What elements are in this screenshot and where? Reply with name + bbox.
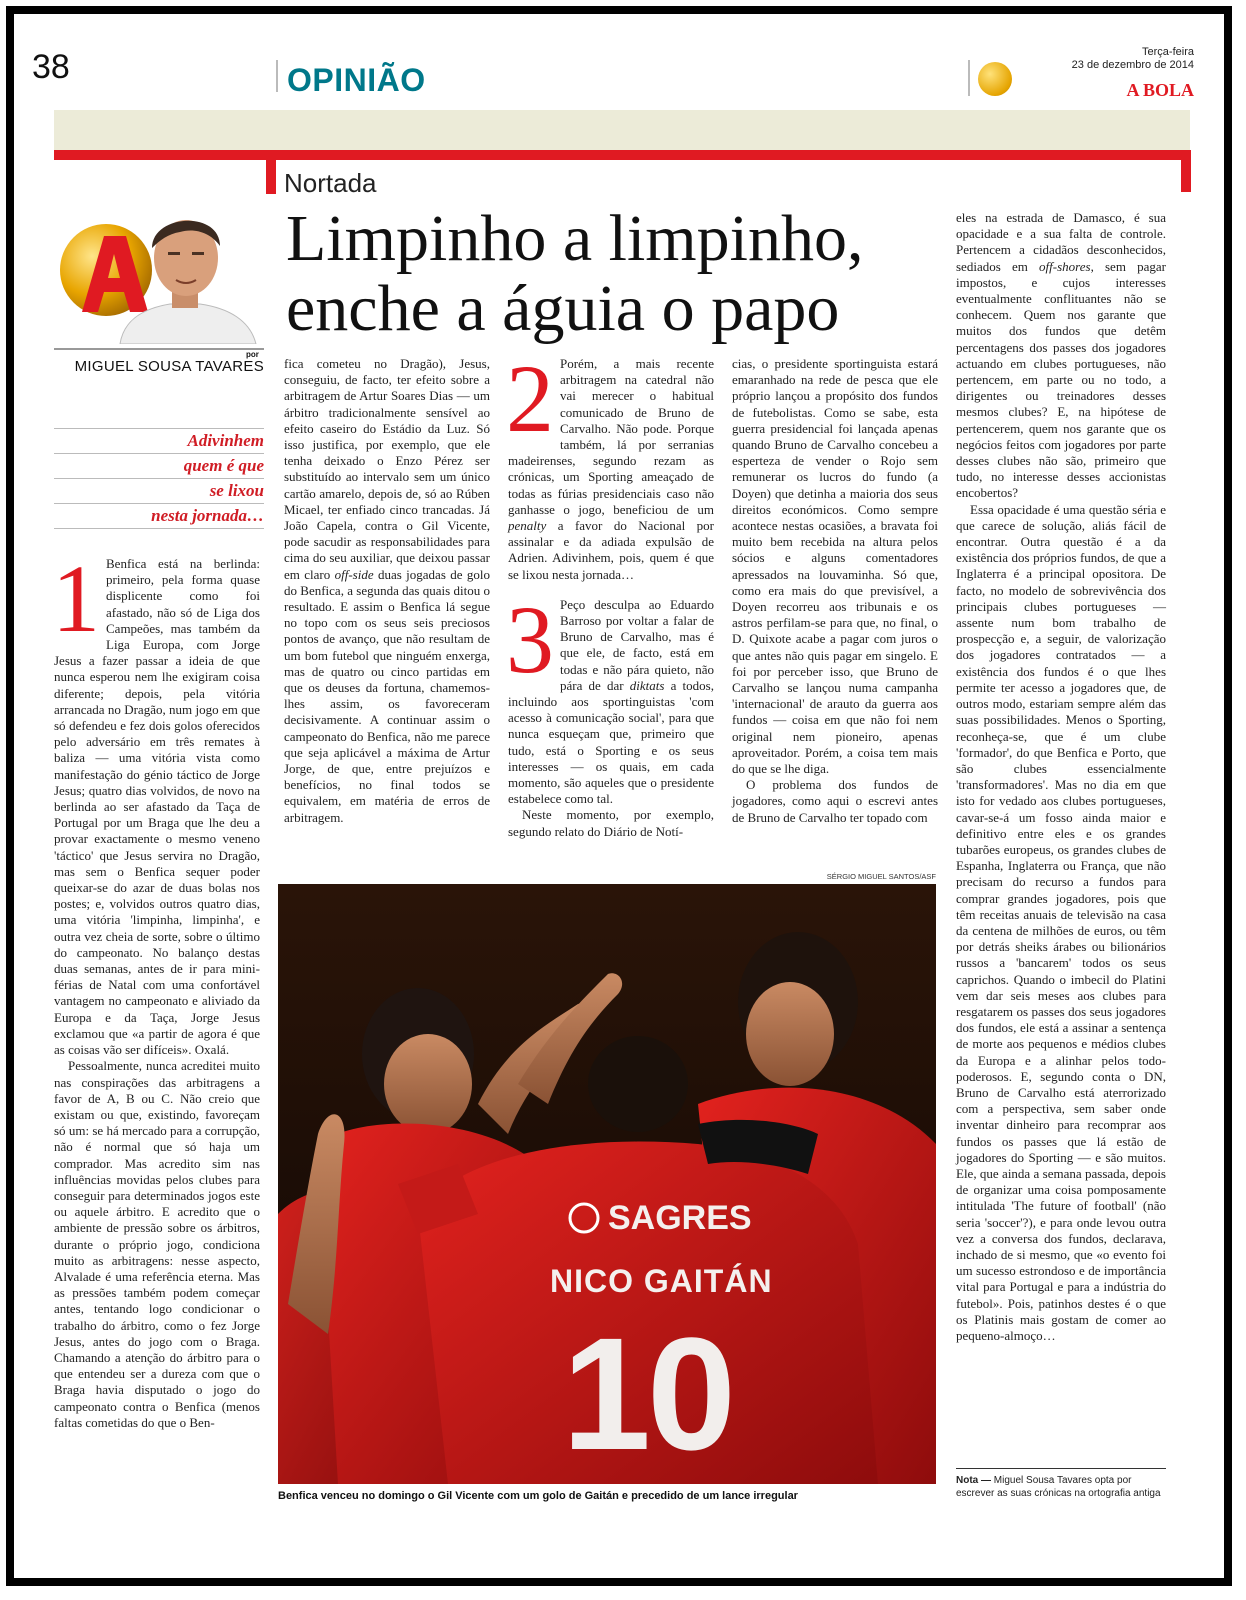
match-photo-svg — [278, 884, 936, 1484]
ball-logo-icon — [978, 62, 1012, 96]
author-portrait — [60, 208, 260, 344]
pull-quote-line: se lixou — [54, 478, 264, 503]
body-paragraph: Pessoalmente, nunca acreditei muito nas conspirações das arbitragens a favor de A, B ou C. Não creio que existam ou que, existindo, favoreçam só um: se há mercado para a corrupção, não é normal que só haja um comprador. Mas acredito sim nas influências movidas pelos clubes para conseguir para determinados jogos este ou aquele árbitro. E acredito que o ambiente de pressão sobre os árbitros, durante o próprio jogo, condiciona muito as arbitragens: nesse aspecto, Alvalade é uma referência eterna. Mas as pressões também podem começar antes, tentando logo condicionar o trabalho do árbitro, como o fez Jorge Jesus, antes do jogo com o Braga. Chamando a atenção do árbitro para o que entendeu ser a dureza com que o Braga havia disputado o jogo do campeonato contra o Benfica (menos faltas cometidas do que o Ben- — [54, 1058, 260, 1430]
issue-date: 23 de dezembro de 2014 — [1071, 59, 1194, 71]
column-kicker: Nortada — [284, 168, 377, 198]
jersey-sponsor: SAGRES — [608, 1199, 752, 1237]
header-divider-right — [968, 60, 970, 96]
header-divider — [276, 60, 278, 92]
weekday: Terça-feira — [1142, 46, 1194, 58]
body-paragraph: O problema dos fundos de jogadores, como aqui o escrevi antes de Bruno de Carvalho ter topado com — [732, 777, 938, 825]
note-label: Nota — — [956, 1475, 991, 1486]
pull-quote-line: nesta jornada… — [54, 503, 264, 529]
body-paragraph: cias, o presidente sportinguista estará emaranhado na rede de pesca que ele próprio lançou a propósito dos fundos de futebolistas. Como se sabe, esta guerra presidencial foi lançada apenas quando Bruno de Carvalho concebeu a esperteza de vender o Rojo sem remunerar os lucros do fundo (a Doyen) que detinha a maioria dos seus direitos económicos. Como sempre acontece nestas ocasiões, a bravata foi muito bem recebida na altura pelos sócios e alguns comentadores apressados na louvaminha. Só que, como era mais do que previsível, a Doyen recorreu aos tribunais e os astros perfilam-se para que, no final, o D. Quixote acabe a pagar com juros o que antes não quis pagar em singelo. E foi por perceber isso, que Bruno de Carvalho se lançou numa campanha 'internacional' de arauto da guerra aos fundos — coisa em que não foi nem original nem pioneiro, apenas aproveitador. Porém, a coisa tem mais do que se lhe diga. — [732, 356, 938, 777]
body-paragraph: fica cometeu no Dragão), Jesus, conseguiu, de facto, ter efeito sobre a arbitragem de Artur Soares Dias — um árbitro tradicionalmente sensível ao efeito caseiro do Estádio da Luz. Só isso justifica, por exemplo, que ele tenha deixado o Enzo Pérez ser substituído ao intervalo sem um único cartão amarelo, depois de, só ao Rúben Micael, ter enfiado cinco trancadas. Já João Capela, contra o Gil Vicente, pode sacudir as responsabilidades para cima do seu auxiliar, que deixou passar em claro off-side duas jogadas de golo do Benfica, a segunda das quais ditou o resultado. E assim o Benfica lá segue no topo com os seus seis preciosos pontos de avanço, que não resultam de um bom futebol que ninguém enxerga, mas de quatro ou cinco partidas em que os deuses da fortuna, chamemos-lhes assim, os favoreceram decisivamente. A continuar assim o campeonato do Benfica, não me parece que seja aplicável a máxima de Artur Jorge, de que, entre prejuízos e benefícios, no final todos se equivalem, em matéria de erros de arbitragem. — [284, 356, 490, 825]
author-note — [956, 1474, 1166, 1500]
section-title: OPINIÃO — [287, 62, 426, 98]
body-paragraph: 1 Benfica está na berlinda: primeiro, pela forma quase displicente como foi afastado, não só de Liga dos Campeões, mas também da Liga Europa, com Jorge Jesus a fazer passar a ideia de que nunca esperou nem lhe exigiram coisa diferente; depois, pela vitória arrancada no Dragão, num jogo em que só defendeu e fez dois golos oferecidos pelo adversário em três remates à baliza — uma vitória vista como manifestação do génio táctico de Jorge Jesus; quatro dias volvidos, de novo na berlinda ao ser afastado da Taça de Portugal por um Braga que lhe deu a provar exactamente o mesmo veneno 'táctico' que Jesus servira no Dragão, mas sem o Benfica sequer poder queixar-se do azar de duas bolas nos postes; e, volvidos outros quatro dias, uma vitória 'limpinha, limpinha', e outra vez cheia de sorte, sobre o último do campeonato. No balanço destas duas semanas, antes de ir para mini-férias de Natal com uma confortável vantagem no campeonato e aliviado da Europa e da Taça, Jorge Jesus exclamou que «a partir de agora é que as coisas vão ser difíceis». Oxalá. — [52, 545, 260, 1058]
pull-quote — [54, 428, 264, 529]
drop-cap: 1 — [52, 545, 100, 652]
article-column-4 — [732, 356, 938, 826]
note-rule — [956, 1468, 1166, 1469]
header-band — [54, 110, 1190, 154]
match-photo — [278, 884, 936, 1484]
page-number: 38 — [32, 48, 70, 86]
photo-caption: Benfica venceu no domingo o Gil Vicente com um golo de Gaitán e precedido de um lance irregular — [278, 1490, 798, 1502]
article-column-2 — [284, 356, 490, 826]
drop-cap: 2 — [506, 345, 554, 452]
headline: Limpinho a limpinho, enche a águia o papo — [286, 202, 864, 345]
drop-cap: 3 — [506, 585, 554, 693]
newspaper-name: A BOLA — [1126, 80, 1194, 100]
article-column-1 — [52, 545, 260, 1431]
author-name: MIGUEL SOUSA TAVARES — [74, 358, 264, 375]
article-column-3 — [506, 345, 714, 840]
article-column-5 — [956, 210, 1166, 1344]
body-paragraph: Neste momento, por exemplo, segundo relato do Diário de Notí- — [508, 807, 714, 839]
body-paragraph: 2 Porém, a mais recente arbitragem na catedral não vai merecer o habitual comunicado de Bruno de Carvalho. Não pode. Porque também, lá por serranias madeirenses, segundo rezam as crónicas, um Sporting ameaçado de todas as fúrias presidenciais caso não ganhasse o jogo, beneficiou de um penalty a favor do Nacional por assinalar e da adiada expulsão de Adrien. Adivinhem, pois, quem é que se lixou nesta jornada… — [506, 345, 714, 582]
body-paragraph: eles na estrada de Damasco, é sua opacidade e a sua falta de controle. Pertencem a cidadãos desconhecidos, sediados em off-shores, sem pagar impostos, e cujos interesses eventualmente conflituantes não se conhecem. Quem nos garante que muitos dos fundos que detêm percentagens dos passes dos jogadores actuando em clubes portugueses, não pertencem, em parte ou no todo, a dirigentes ou treinadores desses mesmos clubes? E, na hipótese de pertencerem, quem nos garante que os negócios feitos com jogadores por parte desses clubes não são, primeiro que tudo, no interesse desses accionistas encobertos? — [956, 210, 1166, 501]
red-rule-left-tick — [266, 150, 276, 194]
jersey-number: 10 — [562, 1304, 732, 1483]
author-rule — [54, 348, 264, 350]
photo-credit: SÉRGIO MIGUEL SANTOS/ASF — [826, 872, 936, 881]
body-paragraph: 3 Peço desculpa ao Eduardo Barroso por voltar a falar de Bruno de Carvalho, mas é que ele, de facto, está em todas e não pára quieto, não pára de dar diktats a todos, incluindo aos sportinguistas 'com acesso à comunicação social', para que nunca esqueçam que, primeiro que tudo, está o Sporting e os seus interesses — os quais, em cada momento, são aqueles que o presidente estabelece como tal. — [506, 585, 714, 807]
body-paragraph: Essa opacidade é uma questão séria e que carece de solução, aliás fácil de encontrar. Outra questão é a da existência dos próprios fundos, de que a Inglaterra é a principal opositora. De facto, no modelo de sobrevivência dos principais clubes portugueses — assente num bom trabalho de prospecção e, a seguir, de valorização dos jogadores contratados — a existência dos fundos é o que lhes permite ter acesso a jogadores que, de outros modo, estariam sempre além das suas possibilidades. Menos o Sporting, reconheça-se, que é um clube 'formador', do que Benfica e Porto, que são clubes essencialmente 'transformadores'. Mas no dia em que isto for vedado aos clubes portugueses, cavar-se-á um fosso ainda maior e definitivo entre eles e os grandes tubarões europeus, os grandes clubes de Espanha, Inglaterra ou França, que não precisam do recurso a fundos para comprar grandes jogadores, pois que têm receitas anuais de televisão na casa da centena de milhões de euros, ou têm por detrás sheiks árabes ou bilionários russos a 'bancarem' todos os seus caprichos. Quando o imbecil do Platini vem dar seis meses aos clubes para resgatarem os passes dos seus jogadores dos fundos, ele está a assinar a sentença de morte aos pequenos e médios clubes da Europa e a alinhar pelos todo-poderosos. E, segundo conta o DN, Bruno de Carvalho está aterrorizado com a perspectiva, sem saber onde inventar dinheiro para recomprar aos fundos os passes que lá estão de jogadores do Sporting — e são muitos. Ele, que ainda a semana passada, depois de organizar uma coisa pomposamente intitulada 'The future of football' (não seria 'soccer'?), e para onde levou outra vez a conversa dos fundos, declarava, inchado de si mesmo, que «o evento foi um sucesso estrondoso e de importância vital para Portugal e para a indústria do futebol». Pois, patinhos destes é o que os Platinis mais gostam de comer ao pequeno-almoço… — [956, 501, 1166, 1344]
red-rule — [54, 150, 1190, 160]
note-text: Miguel Sousa Tavares opta por escrever as suas crónicas na ortografia antiga — [956, 1475, 1161, 1499]
player-head-center — [588, 1036, 688, 1132]
jersey-name: NICO GAITÁN — [550, 1263, 773, 1299]
red-rule-right-tick — [1181, 150, 1191, 192]
byline-prefix: por — [246, 350, 259, 359]
pull-quote-line: Adivinhem — [54, 428, 264, 453]
pull-quote-line: quem é que — [54, 453, 264, 478]
dateline — [1072, 46, 1194, 72]
author-portrait-svg — [60, 208, 260, 344]
